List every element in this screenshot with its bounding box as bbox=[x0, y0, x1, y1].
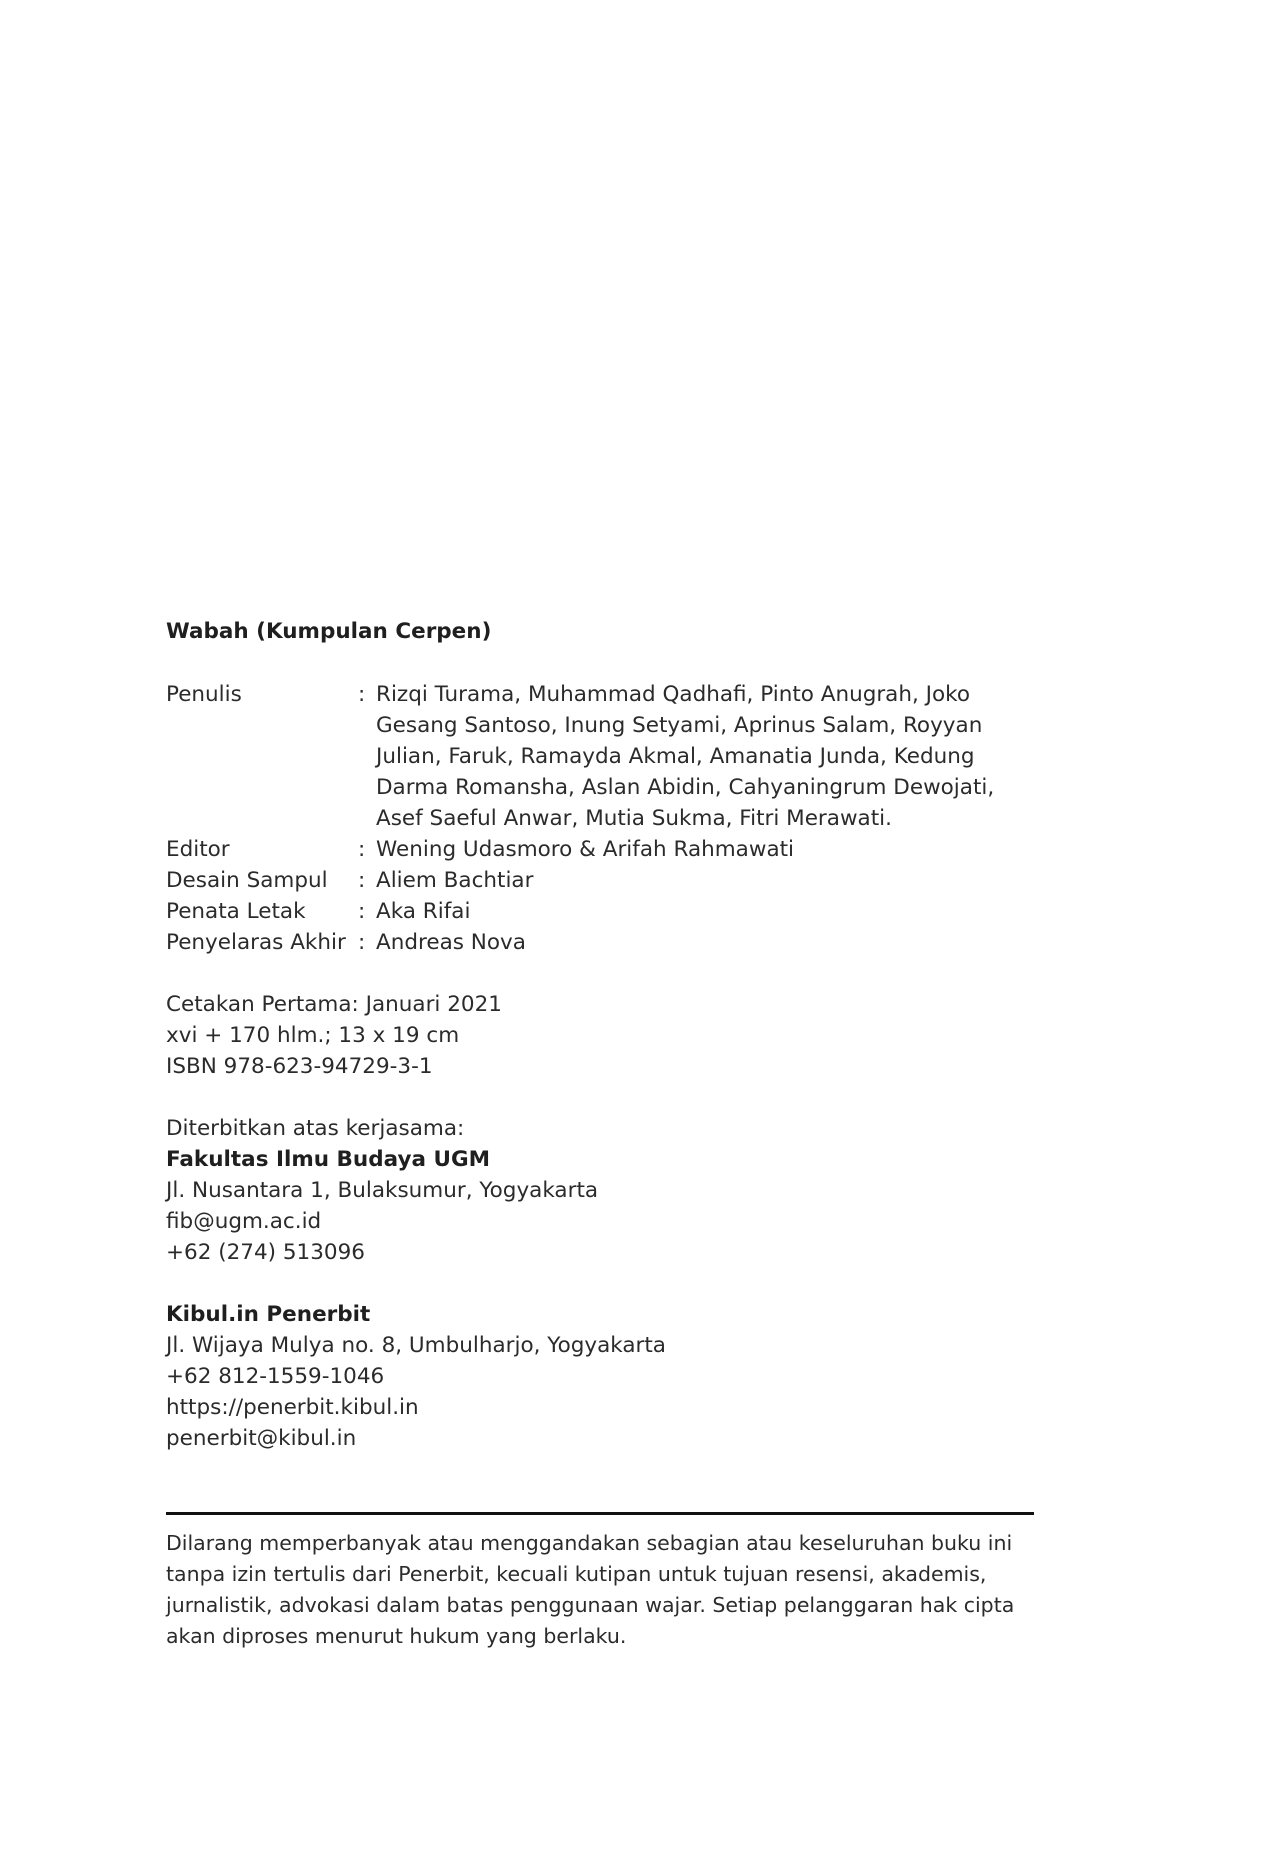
publisher-name: Kibul.in Penerbit bbox=[166, 1302, 371, 1327]
copublisher-email: fib@ugm.ac.id bbox=[166, 1209, 322, 1234]
isbn: ISBN 978-623-94729-3-1 bbox=[166, 1054, 433, 1079]
credit-value-layout: Aka Rifai bbox=[376, 899, 471, 924]
credit-separator: : bbox=[358, 868, 366, 893]
credit-separator: : bbox=[358, 930, 366, 955]
edition-info bbox=[166, 989, 1046, 1082]
credit-value-writers: Rizqi Turama, Muhammad Qadhafi, Pinto Anugrah, Joko Gesang Santoso, Inung Setyami, Aprinus Salam, Royyan Julian, Faruk, Ramayda Akmal, Amanatia Junda, Kedung Darma Romansha, Aslan Abidin, Cahyaningrum Dewojati, Asef Saeful Anwar, Mutia Sukma, Fitri Merawati. bbox=[376, 682, 995, 831]
credit-label-layout: Penata Letak bbox=[166, 899, 306, 924]
credit-label-final-reviewer: Penyelaras Akhir bbox=[166, 930, 346, 955]
printing-edition: Cetakan Pertama: Januari 2021 bbox=[166, 992, 502, 1017]
copublisher-phone: +62 (274) 513096 bbox=[166, 1240, 365, 1265]
copublisher-address: Jl. Nusantara 1, Bulaksumur, Yogyakarta bbox=[166, 1178, 599, 1203]
credit-label-editor: Editor bbox=[166, 837, 230, 862]
credit-separator: : bbox=[358, 837, 366, 862]
publisher-email: penerbit@kibul.in bbox=[166, 1426, 357, 1451]
credit-value-editor: Wening Udasmoro & Arifah Rahmawati bbox=[376, 837, 795, 862]
credits-list bbox=[166, 679, 1046, 958]
copyright-page bbox=[166, 616, 1046, 1652]
credit-value-cover-design: Aliem Bachtiar bbox=[376, 868, 534, 893]
credit-separator: : bbox=[358, 899, 366, 924]
divider bbox=[166, 1512, 1034, 1515]
page-count: xvi + 170 hlm.; 13 x 19 cm bbox=[166, 1023, 460, 1048]
book-title: Wabah (Kumpulan Cerpen) bbox=[166, 619, 492, 644]
copublisher-intro: Diterbitkan atas kerjasama: bbox=[166, 1116, 465, 1141]
credit-label-writers: Penulis bbox=[166, 682, 242, 707]
copublisher-name: Fakultas Ilmu Budaya UGM bbox=[166, 1147, 490, 1172]
publisher-phone: +62 812-1559-1046 bbox=[166, 1364, 385, 1389]
credit-label-cover-design: Desain Sampul bbox=[166, 868, 328, 893]
publisher-address: Jl. Wijaya Mulya no. 8, Umbulharjo, Yogyakarta bbox=[166, 1333, 666, 1358]
publisher-info bbox=[166, 1299, 1046, 1454]
publisher-website: https://penerbit.kibul.in bbox=[166, 1395, 419, 1420]
credit-value-final-reviewer: Andreas Nova bbox=[376, 930, 526, 955]
copyright-disclaimer: Dilarang memperbanyak atau menggandakan sebagian atau keseluruhan buku ini tanpa izin tertulis dari Penerbit, kecuali kutipan untuk tujuan resensi, akademis, jurnalistik, advokasi dalam batas penggunaan wajar. Setiap pelanggaran hak cipta akan diproses menurut hukum yang berlaku. bbox=[166, 1531, 1015, 1648]
copublisher-info bbox=[166, 1113, 1046, 1268]
credit-separator: : bbox=[358, 682, 366, 707]
